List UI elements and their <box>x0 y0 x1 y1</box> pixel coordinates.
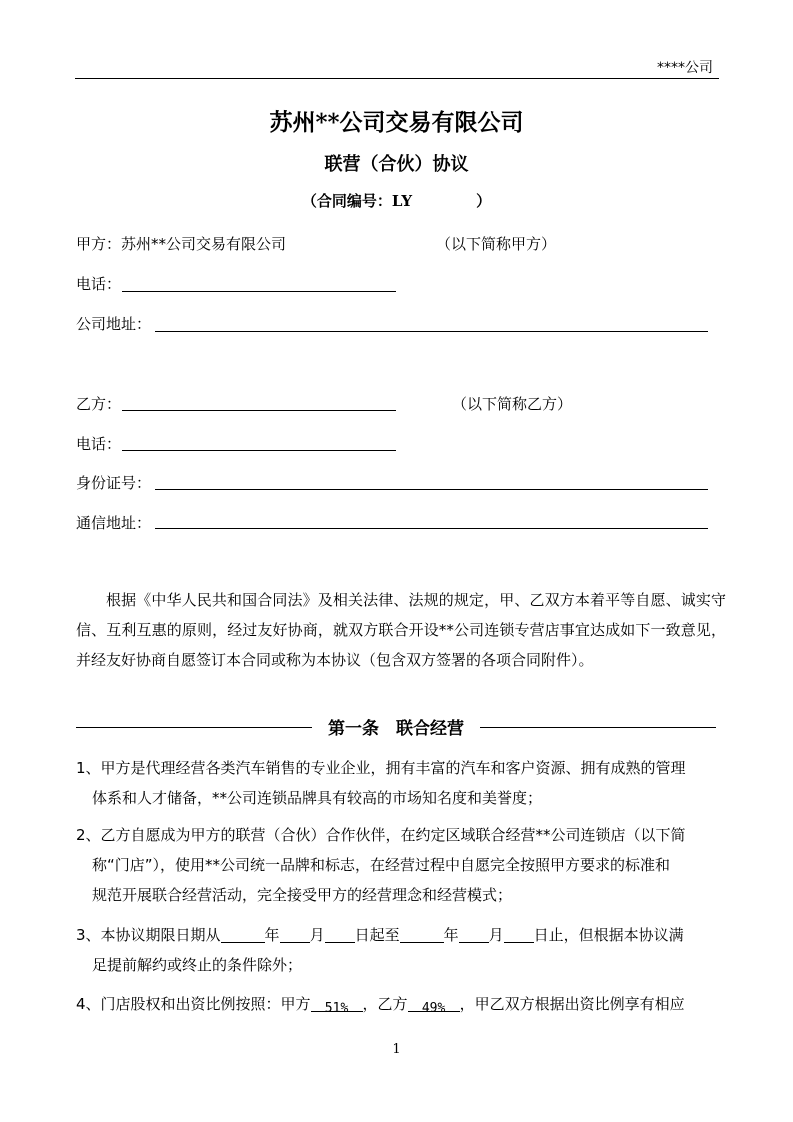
section-1-heading <box>76 714 716 739</box>
section-rule-right <box>480 727 716 728</box>
party-a-row <box>76 233 286 254</box>
party-a-phone-label: 电话： <box>76 275 122 293</box>
section-rule-left <box>76 727 312 728</box>
item-4-line-1 <box>76 989 724 1019</box>
end-day-field[interactable] <box>504 925 534 943</box>
header-company: ****公司 <box>657 60 713 76</box>
item-1-line-2: 体系和人才储备，**公司连锁品牌具有较高的市场知名度和美誉度； <box>92 789 543 807</box>
party-b-ratio-field[interactable]: 49% <box>408 994 460 1012</box>
item-3-line-1 <box>76 920 724 950</box>
party-b-phone-field[interactable] <box>122 450 396 451</box>
party-a-name: 苏州**公司交易有限公司 <box>121 235 287 253</box>
section-1-item-3 <box>76 920 724 980</box>
contract-number-close: ） <box>476 192 492 210</box>
party-a-phone-field[interactable] <box>122 291 396 292</box>
party-b-id-label: 身份证号： <box>76 474 152 492</box>
preamble-paragraph: 根据《中华人民共和国合同法》及相关法律、法规的规定，甲、乙双方本着平等自愿、诚实守信、互利互惠的原则，经过友好协商，就双方联合开设**公司连锁专营店事宜达成如下一致意见，并经友好协商自愿签订本合同或称为本协议（包含双方签署的各项合同附件）。 <box>76 591 726 669</box>
party-b-id-field[interactable] <box>155 489 708 490</box>
party-b-phone-label: 电话： <box>76 435 122 453</box>
party-b-alias: （以下简称乙方） <box>452 395 573 413</box>
day-end-label: 日止，但根据本协议满 <box>533 926 684 944</box>
item-3-line-2: 足提前解约或终止的条件除外； <box>92 956 303 974</box>
end-month-field[interactable] <box>459 925 489 943</box>
item-3-from-label: 3、本协议期限日期从 <box>76 926 221 944</box>
document-subtitle: 联营（合伙）协议 <box>324 154 469 175</box>
party-b-address-label: 通信地址： <box>76 514 152 532</box>
month-label: 月 <box>488 926 504 944</box>
party-a-alias: （以下简称甲方） <box>436 235 557 253</box>
party-a-label: 甲方： <box>76 235 122 253</box>
party-a-address-label: 公司地址： <box>76 315 152 333</box>
document-title: 苏州**公司交易有限公司 <box>269 109 524 136</box>
month-label: 月 <box>309 926 325 944</box>
start-year-field[interactable] <box>221 925 265 943</box>
page-number: 1 <box>392 1042 401 1057</box>
party-a-ratio-field[interactable]: 51% <box>311 994 363 1012</box>
day-to-label: 日起至 <box>354 926 400 944</box>
section-1-item-1 <box>76 753 724 813</box>
party-a-address-field[interactable] <box>155 331 708 332</box>
item-4-middle: ，乙方 <box>362 995 408 1013</box>
item-4-prefix: 4、门店股权和出资比例按照：甲方 <box>76 995 311 1013</box>
header-divider <box>75 78 719 79</box>
section-1-item-4 <box>76 989 724 1019</box>
section-1-item-2 <box>76 820 724 910</box>
start-day-field[interactable] <box>325 925 355 943</box>
contract-number-label: （合同编号：LY <box>301 192 413 210</box>
contract-number <box>0 190 793 211</box>
item-1-line-1: 1、甲方是代理经营各类汽车销售的专业企业，拥有丰富的汽车和客户资源、拥有成熟的管理 <box>76 759 686 777</box>
item-4-suffix: ，甲乙双方根据出资比例享有相应 <box>459 995 685 1013</box>
item-2-line-3: 规范开展联合经营活动，完全接受甲方的经营理念和经营模式； <box>92 886 513 904</box>
year-label: 年 <box>443 926 459 944</box>
end-year-field[interactable] <box>400 925 444 943</box>
party-b-address-field[interactable] <box>155 528 708 529</box>
year-label: 年 <box>264 926 280 944</box>
item-2-line-1: 2、乙方自愿成为甲方的联营（合伙）合作伙伴，在约定区域联合经营**公司连锁店（以下简 <box>76 826 686 844</box>
party-b-name-field[interactable] <box>122 410 396 411</box>
item-2-line-2: 称“门店”），使用**公司统一品牌和标志，在经营过程中自愿完全按照甲方要求的标准和 <box>92 856 671 874</box>
start-month-field[interactable] <box>280 925 310 943</box>
party-b-label: 乙方： <box>76 395 122 413</box>
section-1-title: 第一条 联合经营 <box>328 719 464 739</box>
